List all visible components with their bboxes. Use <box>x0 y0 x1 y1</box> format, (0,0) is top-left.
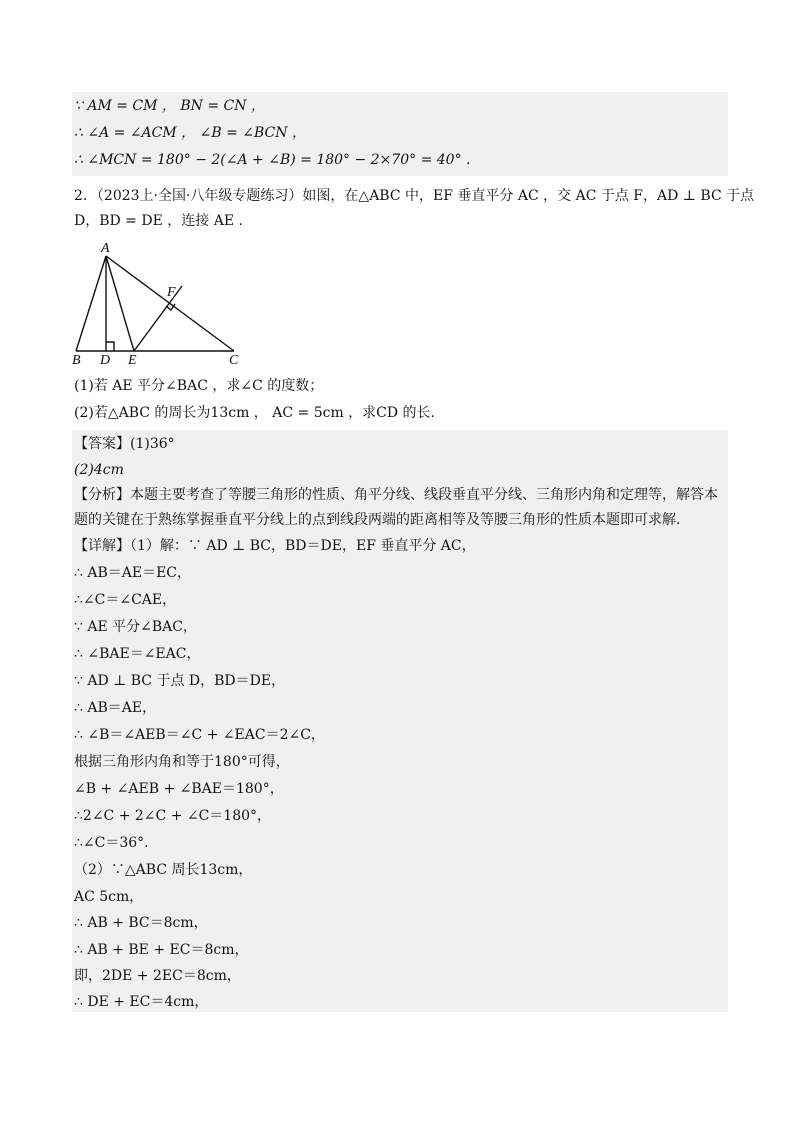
label-a: A <box>101 241 110 256</box>
detail-line-6: ∵ AD ⊥ BC 于点 D，BD＝DE， <box>74 673 286 689</box>
segment-ac <box>106 256 234 351</box>
analysis-line-1: 【分析】本题主要考查了等腰三角形的性质、角平分线、线段垂直平分线、三角形内角和定理等，解答本 <box>74 487 718 503</box>
problem-line-2: D，BD = DE ，连接 AE . <box>74 213 243 229</box>
detail-line-1: 【详解】（1）解：∵ AD ⊥ BC，BD＝DE，EF 垂直平分 AC， <box>74 538 476 554</box>
label-b: B <box>72 353 81 368</box>
label-f: F <box>167 285 176 300</box>
detail-line-7: ∴ AB＝AE， <box>74 700 157 716</box>
detail-line-11: ∴2∠C + 2∠C + ∠C＝180°， <box>74 808 272 824</box>
prev-line-3: ∴ ∠MCN = 180° − 2(∠A + ∠B) = 180° − 2×70° = 40° . <box>74 152 471 168</box>
detail-line-5: ∴ ∠BAE＝∠EAC， <box>74 646 201 662</box>
detail-line-4: ∵ AE 平分∠BAC， <box>74 619 197 635</box>
label-e: E <box>128 353 137 368</box>
detail-line-10: ∠B + ∠AEB + ∠BAE＝180°， <box>74 781 284 797</box>
detail-line-18: ∴ DE + EC＝4cm， <box>74 994 209 1010</box>
segment-ae <box>106 256 134 351</box>
prev-line-2: ∴ ∠A = ∠ACM ， ∠B = ∠BCN ， <box>74 125 306 141</box>
label-c: C <box>229 353 239 368</box>
problem-line-1: 2．（2023上·全国·八年级专题练习）如图，在△ABC 中，EF 垂直平分 AC ，交 AC 于点 F，AD ⊥ BC 于点 <box>74 188 755 204</box>
detail-line-3: ∴∠C＝∠CAE， <box>74 592 177 608</box>
detail-line-13: （2）∵△ABC 周长13cm， <box>74 862 253 878</box>
right-angle-mark-d <box>106 342 114 351</box>
detail-line-17: 即，2DE + 2EC＝8cm， <box>74 968 241 984</box>
detail-line-12: ∴∠C＝36°． <box>74 835 159 851</box>
triangle-figure <box>64 238 254 368</box>
detail-line-9: 根据三角形内角和等于180°可得， <box>74 754 290 770</box>
label-d: D <box>100 353 111 368</box>
detail-line-14: AC 5cm， <box>74 889 144 905</box>
answer-line-2: (2)4cm <box>74 462 124 478</box>
question-1: (1)若 AE 平分∠BAC ，求∠C 的度数； <box>74 378 324 394</box>
detail-line-8: ∴ ∠B＝∠AEB＝∠C + ∠EAC＝2∠C， <box>74 727 325 743</box>
answer-line-1: 【答案】(1)36° <box>74 436 175 452</box>
question-2: (2)若△ABC 的周长为13cm ， AC = 5cm ，求CD 的长. <box>74 405 436 421</box>
prev-line-1: ∵ AM = CM ， BN = CN ， <box>74 98 265 114</box>
detail-line-16: ∴ AB + BE + EC＝8cm， <box>74 942 249 958</box>
detail-line-15: ∴ AB + BC＝8cm， <box>74 915 208 931</box>
detail-line-2: ∴ AB＝AE＝EC， <box>74 565 192 581</box>
segment-ab <box>76 256 106 351</box>
analysis-line-2: 题的关键在于熟练掌握垂直平分线上的点到线段两端的距离相等及等腰三角形的性质本题即可求解. <box>74 512 681 528</box>
